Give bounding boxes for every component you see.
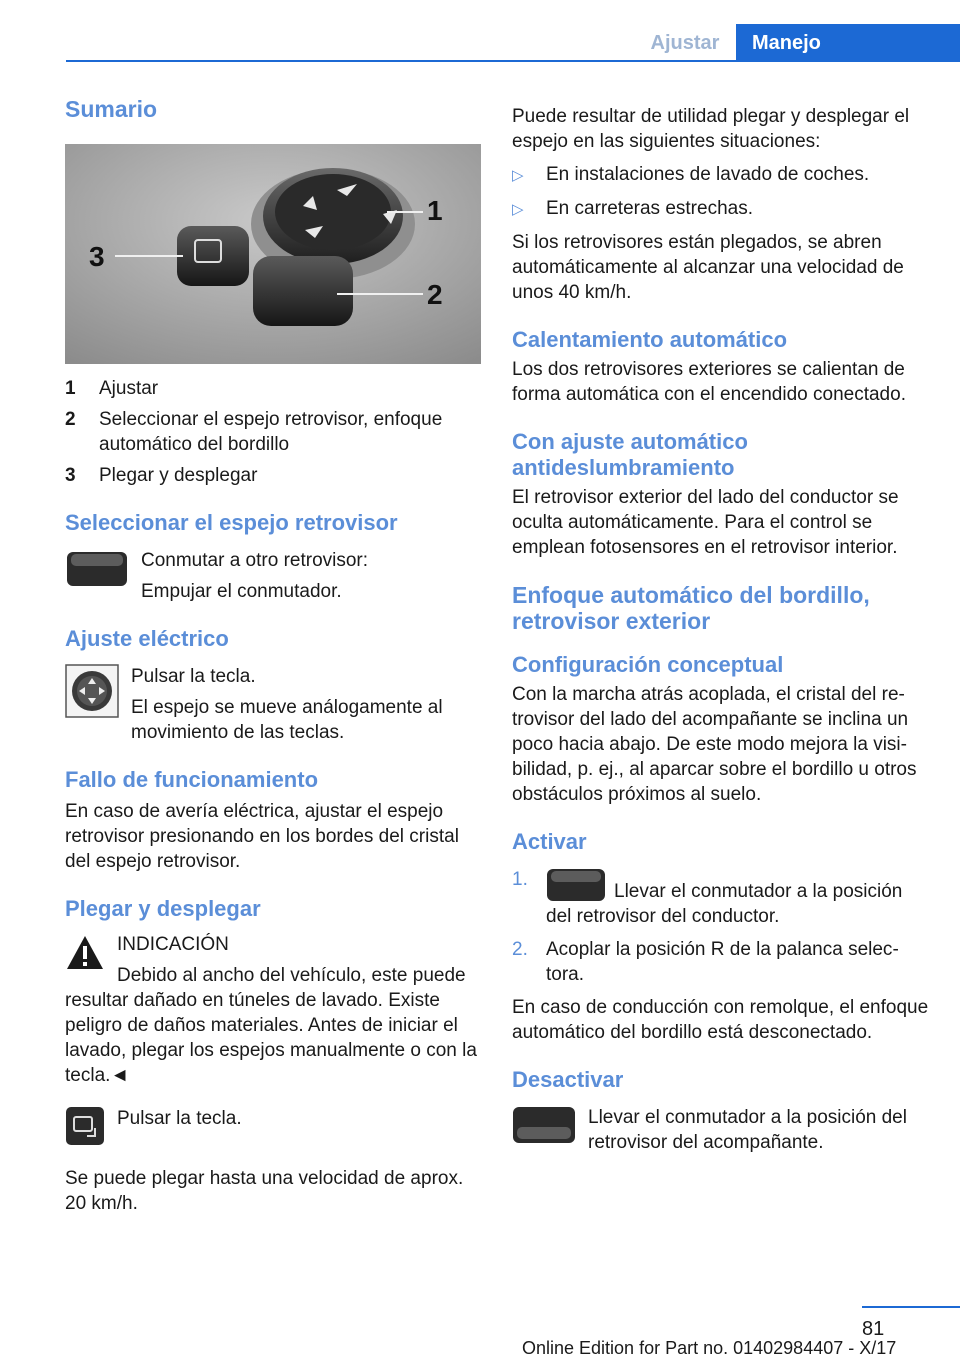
plegar-velocidad-text: Se puede plegar hasta una velocidad de aprox. 20 km/h. [65, 1168, 464, 1214]
section-desactivar [512, 1067, 930, 1155]
mirror-switch-icon [546, 867, 606, 903]
activar-step-num: 2. [512, 939, 528, 960]
remolque-text: En caso de conducción con remolque, el enfoque automático del bordillo está desconectado. [512, 997, 929, 1043]
notice-text: Debido al ancho del vehículo, este puede resultar dañado en túneles de lavado. Existe peligro de daños materiales. Antes de iniciar el lavado, plegar los espejos manualmente o con la tecla.◄ [65, 965, 477, 1086]
bullet-triangle-icon: ▷ [512, 167, 524, 184]
header-rule [66, 60, 960, 62]
activar-title: Activar [512, 829, 587, 854]
figure-label-3: 3 [89, 241, 105, 272]
concepto-title: Configuración conceptual [512, 652, 784, 677]
legend-list [65, 376, 481, 488]
fold-mirror-key-icon [65, 1106, 105, 1146]
legend-text: Ajustar [99, 378, 159, 399]
pulsar-tecla-text: Pulsar la tecla. [117, 1108, 242, 1129]
legend-num: 1 [65, 378, 76, 399]
section-activar [512, 829, 930, 1045]
section-ajuste [65, 626, 481, 745]
bullet-item [512, 196, 930, 222]
plegar-title: Plegar y desplegar [65, 896, 261, 921]
section-fallo [65, 767, 481, 874]
mirror-control-illustration [65, 144, 481, 364]
activar-step [512, 937, 930, 987]
calentamiento-title: Calentamiento automático [512, 327, 788, 352]
ajuste-text-2: El espejo se mueve análogamente al movimiento de las teclas. [131, 697, 443, 743]
fallo-text: En caso de avería eléctrica, ajustar el espejo retrovisor presionando en los bordes del cristal del espejo retrovisor. [65, 801, 459, 872]
bullet-text: En instalaciones de lavado de coches. [546, 164, 870, 185]
left-column [65, 96, 481, 1216]
notice-block [65, 932, 481, 1088]
mirror-switch-icon [65, 548, 129, 590]
ajuste-title: Ajuste eléctrico [65, 626, 229, 651]
activar-step [512, 867, 930, 929]
mirror-control-photo [65, 144, 481, 364]
footer-rule [862, 1306, 960, 1308]
concepto-text: Con la marcha atrás acoplada, el cristal del retrovisor del lado del acompañante se inclina un poco hacia abajo. De este modo mejora la visibilidad, p. ej., al aparcar sobre el bordillo u otros obstáculos próximos al suelo. [512, 684, 917, 805]
seleccionar-text-1: Conmutar a otro retrovisor: [141, 550, 369, 571]
legend-num: 2 [65, 409, 76, 430]
legend-item [65, 463, 481, 488]
bullet-triangle-icon: ▷ [512, 201, 524, 218]
notice-label: INDICACIÓN [117, 934, 229, 955]
tab-ajustar[interactable]: Ajustar [650, 32, 720, 54]
plegados-text: Si los retrovisores están plegados, se abren automáticamente al alcanzar una velocidad de unos 40 km/h. [512, 232, 904, 303]
right-column [512, 104, 930, 1155]
section-concepto [512, 652, 930, 807]
legend-item [65, 407, 481, 457]
bullet-item [512, 162, 930, 188]
legend-text: Seleccionar el espejo retrovisor, enfoque automático del bordillo [99, 409, 443, 455]
desactivar-row [512, 1105, 930, 1155]
sumario-title: Sumario [65, 96, 158, 122]
seleccionar-text-2: Empujar el conmutador. [141, 581, 342, 602]
section-enfoque [512, 582, 930, 634]
figure-label-1: 1 [427, 195, 443, 226]
ajuste-row [65, 664, 481, 745]
section-seleccionar [65, 510, 481, 604]
bullet-text: En carreteras estrechas. [546, 198, 753, 219]
enfoque-title: Enfoque automático del bordillo, retrovisor exterior [512, 582, 870, 634]
section-calentamiento [512, 327, 930, 407]
warning-icon [65, 934, 105, 972]
section-antideslumbramiento [512, 429, 930, 560]
seleccionar-row [65, 548, 481, 604]
section-plegar [65, 896, 481, 1216]
legend-num: 3 [65, 465, 76, 486]
calentamiento-text: Los dos retrovisores exteriores se calientan de forma automática con el encendido conectado. [512, 359, 906, 405]
intro-text: Puede resultar de utilidad plegar y desplegar el espejo en las siguientes situaciones: [512, 106, 910, 152]
direction-pad-icon [65, 664, 119, 718]
plegar-key-row [65, 1106, 481, 1146]
figure-label-2: 2 [427, 279, 443, 310]
activar-step-num: 1. [512, 869, 528, 890]
header-bar [0, 24, 960, 62]
desactivar-text: Llevar el conmutador a la posición del retrovisor del acompañante. [588, 1107, 907, 1153]
antideslumbramiento-title: Con ajuste automático antideslumbramiento [512, 429, 748, 480]
seleccionar-title: Seleccionar el espejo retrovisor [65, 510, 398, 535]
page-number: 81 [862, 1318, 885, 1340]
desactivar-title: Desactivar [512, 1067, 624, 1092]
activar-step-text: Llevar el conmutador a la posición del retrovisor del conductor. [546, 881, 903, 927]
legend-item [65, 376, 481, 401]
antideslumbramiento-text: El retrovisor exterior del lado del conductor se oculta automáticamente. Para el control se emplean fotosensores en el retrovisor interior. [512, 487, 899, 558]
edition-text: Online Edition for Part no. 01402984407 - X/17 [522, 1338, 897, 1358]
legend-text: Plegar y desplegar [99, 465, 258, 486]
ajuste-text-1: Pulsar la tecla. [131, 666, 256, 687]
fallo-title: Fallo de funcionamiento [65, 767, 319, 792]
mirror-switch-icon [512, 1105, 576, 1145]
activar-step-text: Acoplar la posición R de la palanca selectora. [546, 939, 899, 985]
tab-manejo[interactable]: Manejo [736, 24, 960, 62]
